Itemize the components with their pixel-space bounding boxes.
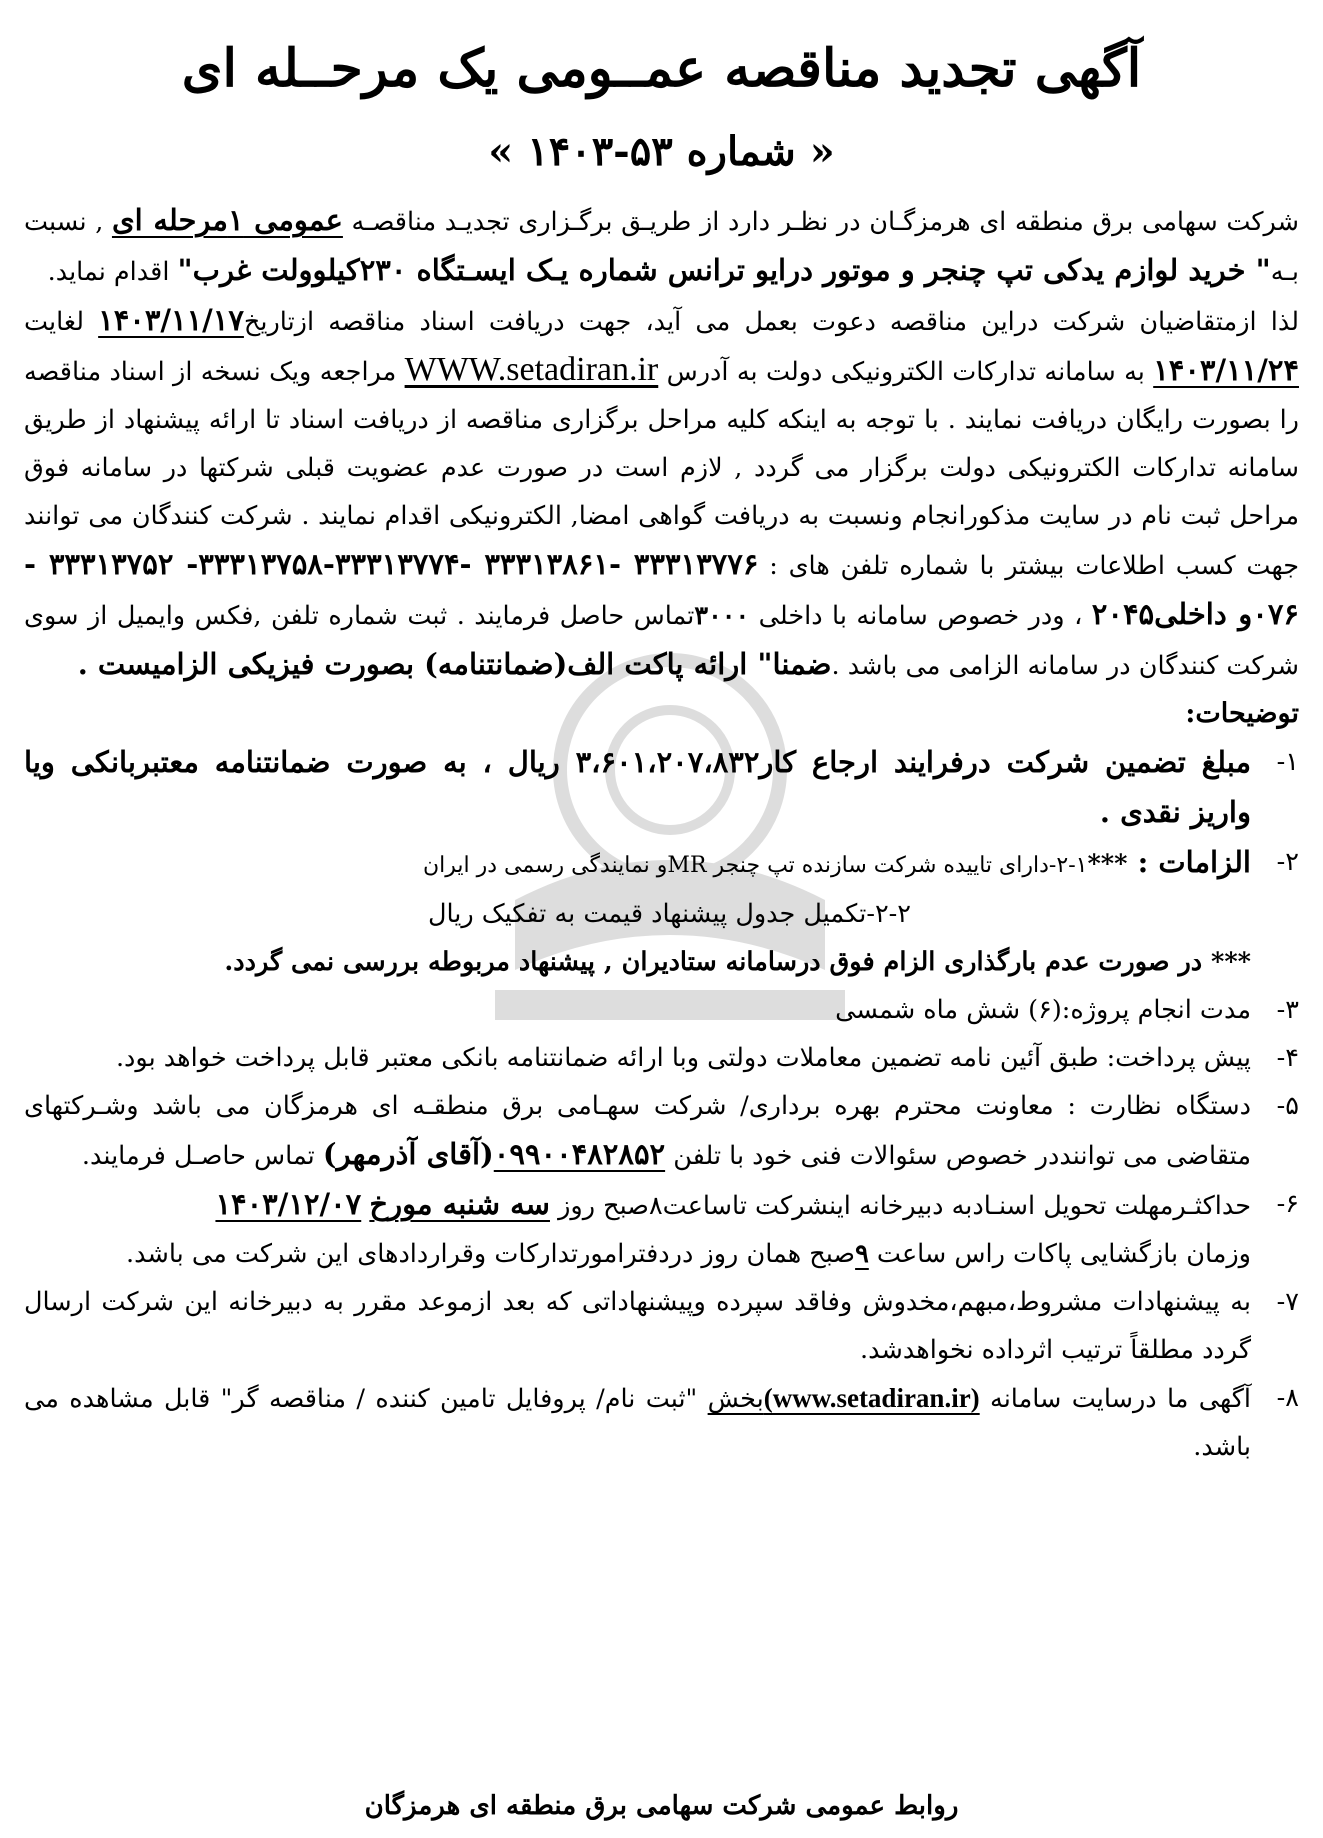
item-text: "ثبت نام/ پروفایل تامین کننده / مناقصه گر" قابل مشاهده می باشد. — [24, 1384, 1251, 1462]
phone-numbers: ۳۳۳۱۳۷۷۶ -۳۳۳۱۳۸۶۱ -۳۳۳۱۳۷۷۴-۳۳۳۱۳۷۵۸- ۳۳۳۱۳۷۵۲ - ۰۷۶و داخلی۲۰۴۵ — [24, 547, 1299, 631]
page-title: آگهی تجدید مناقصه عمــومی یک مرحــله ای — [181, 38, 1142, 99]
invitation-text: تماس حاصل فرمایند . ثبت شماره تلفن ,فکس وایمیل از سوی شرکت کنندگان در سامانه الزامی می باشد . — [24, 601, 1299, 681]
invitation-text: لغایت — [24, 307, 99, 337]
item-text: بخش — [707, 1384, 764, 1414]
supervisor-phone: ۰۹۹۰۰۴۸۲۸۵۲ — [493, 1137, 666, 1171]
guarantee-note: ضمنا" ارائه پاکت الف(ضمانتنامه) بصورت فیزیکی الزامیست . — [77, 647, 832, 681]
item-number: ۸- — [1276, 1383, 1299, 1413]
item-text: تماس حاصـل فرمایند. — [81, 1141, 323, 1171]
notes-list — [24, 738, 1299, 1471]
item-number: ۶- — [1276, 1189, 1299, 1219]
invitation-text: به سامانه تدارکات الکترونیکی دولت به آدرس — [658, 357, 1154, 387]
date-to: ۱۴۰۳/۱۱/۲۴ — [1153, 353, 1299, 387]
requirement-1: ۱-۲-دارای تاییده شرکت سازنده تپ چنجر MRو نمایندگی رسمی در ایران — [422, 853, 1088, 878]
invitation-paragraph — [24, 296, 1299, 690]
item-text: وزمان بازگشایی پاکات راس ساعت — [868, 1239, 1251, 1269]
item-text: به پیشنهادات مشروط،مبهم،مخدوش وفاقد سپرده وپیشنهاداتی که بعد ازموعد مقرر به دبیرخانه این شرکت ارسال گردد مطلقاً ترتیب اثرداده نخواهدشد. — [24, 1287, 1251, 1365]
item-number: ۷- — [1276, 1287, 1299, 1317]
item-number: ۵- — [1276, 1091, 1299, 1121]
list-item — [24, 1082, 1299, 1180]
requirements-label: الزامات : — [1127, 845, 1251, 879]
item-text: مبلغ تضمین شرکت درفرایند ارجاع کار۳،۶۰۱،۲۰۷،۸۳۲ ریال ، به صورت ضمانتنامه معتبربانکی ویا واریز نقدی . — [24, 745, 1251, 829]
page-subtitle: « شماره ۵۳-۱۴۰۳ » — [488, 128, 835, 175]
requirement-note: *** در صورت عدم بارگذاری الزام فوق درسامانه ستادیران , پیشنهاد مربوطه بررسی نمی گردد. — [224, 947, 1251, 977]
tender-subject: " خرید لوازم یدکی تپ چنجر و موتور درایو ترانس شماره یـک ایسـتگاه ۲۳۰کیلوولت غرب" — [177, 253, 1271, 287]
item-text: دستگاه نظارت : معاونت محترم بهره برداری/ شرکت سهـامی برق منطقـه ای هرمزگان می باشد وشـرکتهای متقاضی می تواننددر خصوص سئوالات فنی خود با تلفن — [24, 1091, 1251, 1171]
item-text: حداکثـرمهلت تحویل اسنـادبه دبیرخانه اینشرکت تاساعت۸صبح روز — [549, 1191, 1251, 1221]
deadline-day: سه شنبه مورخ — [369, 1187, 550, 1221]
deadline-date: ۱۴۰۳/۱۲/۰۷ — [215, 1187, 362, 1221]
intro-text: شرکت سهامی برق منطقه ای هرمزگـان در نظـر دارد از طریـق برگـزاری تجدیـد مناقصـه — [342, 207, 1299, 237]
requirements-stars: *** — [1087, 849, 1128, 879]
item-number: ۱- — [1276, 747, 1299, 777]
notes-heading: توضیحات: — [1185, 698, 1299, 729]
list-item — [24, 986, 1299, 1034]
list-item — [24, 1278, 1299, 1374]
list-item — [24, 838, 1299, 986]
intro-text: , نسبت بـه — [24, 207, 1299, 287]
item-number: ۴- — [1276, 1043, 1299, 1073]
notice-body — [24, 196, 1299, 1471]
list-item — [24, 738, 1299, 838]
list-item — [24, 1180, 1299, 1278]
tender-type: عمومی ۱مرحله ای — [111, 203, 343, 237]
item-number: ۲- — [1276, 847, 1299, 877]
item-text: آگهی ما درسایت سامانه — [979, 1384, 1251, 1414]
setadiran-link-small[interactable]: (www.setadiran.ir) — [763, 1383, 980, 1413]
supervisor-contact: (آقای آذرمهر) — [322, 1137, 494, 1171]
invitation-text: لذا ازمتقاضیان شرکت دراین مناقصه دعوت بعمل می آید، جهت دریافت اسناد مناقصه ازتاریخ — [243, 307, 1299, 337]
extension-number: ۳۰۰۰ — [694, 601, 750, 631]
invitation-text: مراجعه ویک نسخه از اسناد مناقصه را بصورت رایگان دریافت نمایند . با توجه به اینکه کلیه مراحل برگزاری مناقصه از دریافت اسناد تا ارائه پیشنهاد از طریق سامانه تدارکات الکترونیکی دولت برگزار می گردد , لازم است در صورت عدم عضویت قبلی شرکتها در سامانه فوق مراحل ثبت نام در سایت مذکورانجام ونسبت به دریافت گواهی امضا, الکترونیکی اقدام نمایند . شرکت کنندگان می توانند جهت کسب اطلاعات بیشتر با شماره تلفن های : — [24, 357, 1299, 581]
item-text: پیش پرداخت: طبق آئین نامه تضمین معاملات دولتی وبا ارائه ضمانتنامه بانکی معتبر قابل پرداخت خواهد بود. — [115, 1043, 1251, 1073]
footer-signature: روابط عمومی شرکت سهامی برق منطقه ای هرمزگان — [364, 1791, 959, 1821]
opening-hour: ۹ — [855, 1239, 869, 1269]
invitation-text: ، ودر خصوص سامانه با داخلی — [749, 601, 1092, 631]
item-text: صبح همان روز دردفترامورتدارکات وقراردادهای این شرکت می باشد. — [126, 1239, 856, 1269]
date-from: ۱۴۰۳/۱۱/۱۷ — [98, 303, 244, 337]
list-item — [24, 1374, 1299, 1471]
item-text: مدت انجام پروژه:(۶) شش ماه شمسی — [835, 995, 1251, 1025]
requirement-2: ۲-۲-تکمیل جدول پیشنهاد قیمت به تفکیک ریال — [427, 899, 911, 929]
intro-paragraph — [24, 196, 1299, 296]
item-number: ۳- — [1276, 995, 1299, 1025]
setadiran-link[interactable]: WWW.setadiran.ir — [404, 351, 659, 388]
list-item — [24, 1034, 1299, 1082]
intro-text: اقدام نماید. — [47, 257, 178, 287]
